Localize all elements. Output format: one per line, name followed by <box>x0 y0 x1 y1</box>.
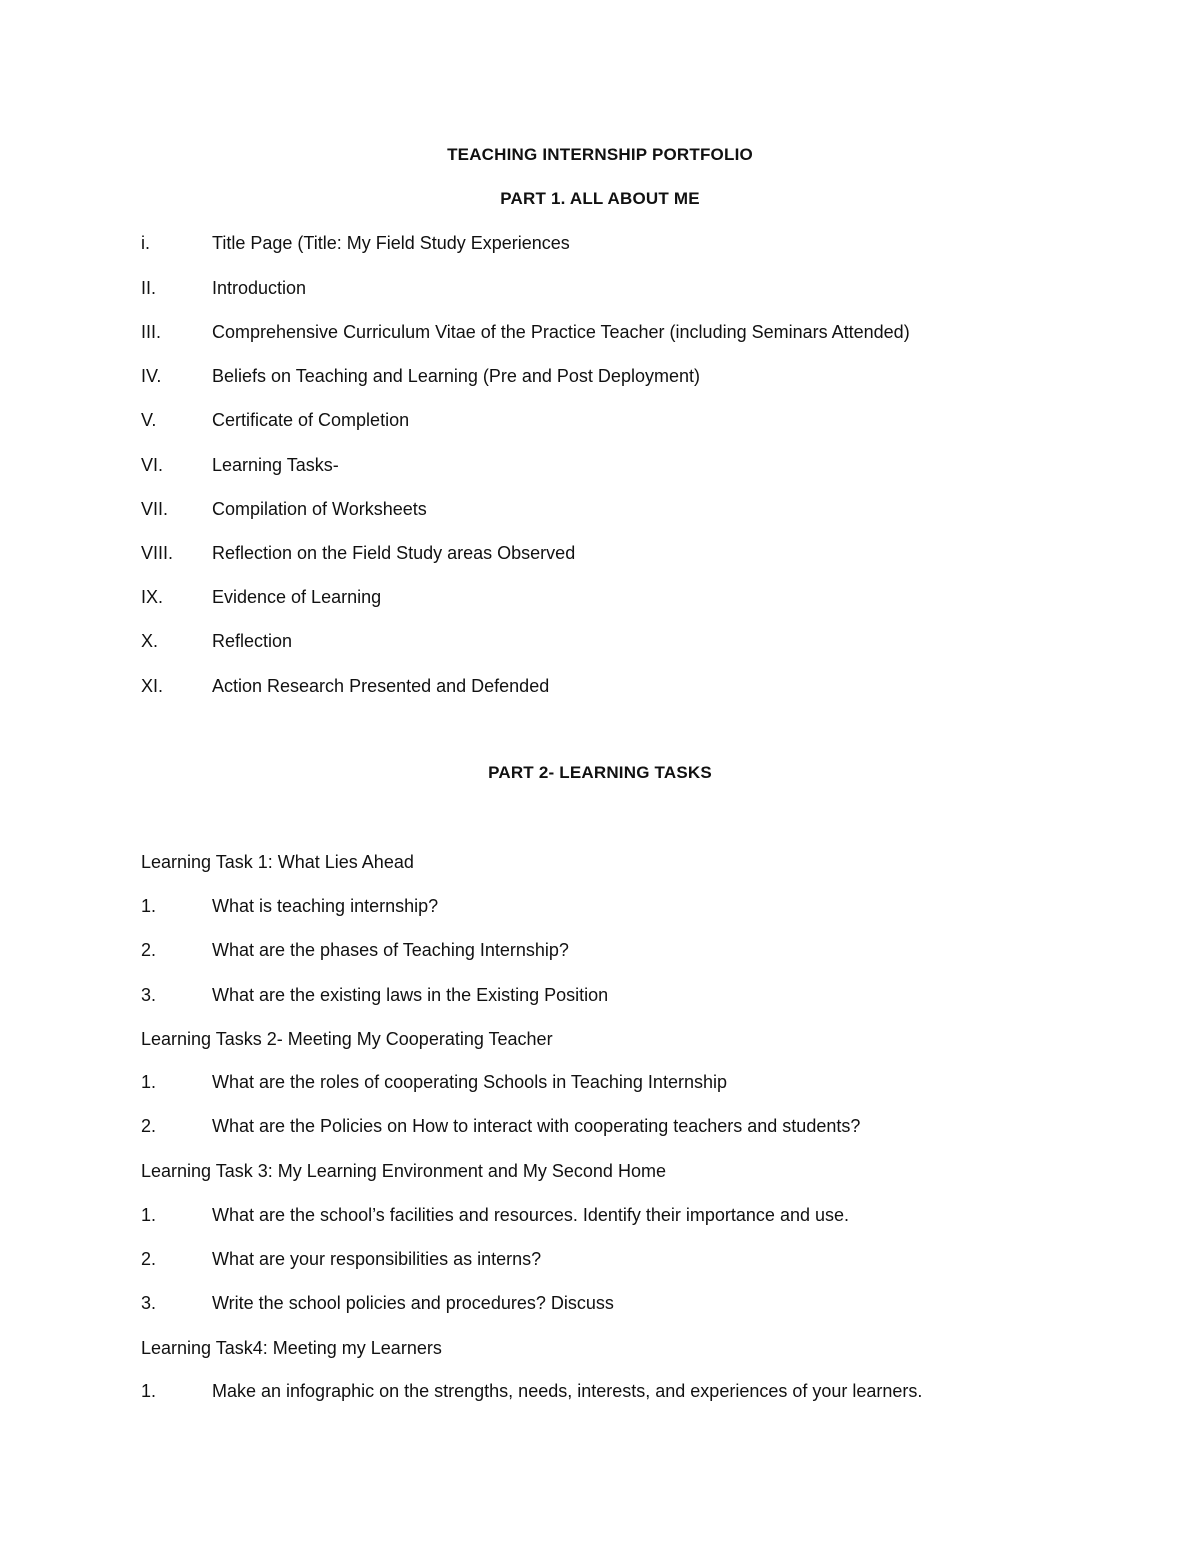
learning-task-title: Learning Task4: Meeting my Learners <box>141 1338 442 1358</box>
item-text: What are the roles of cooperating Schools in Teaching Internship <box>212 1072 727 1092</box>
item-number: X. <box>141 631 159 651</box>
item-text: What are your responsibilities as interns? <box>212 1249 542 1269</box>
list-item <box>141 1071 727 1093</box>
list-item <box>141 498 427 520</box>
list-item <box>141 1204 849 1226</box>
list-item <box>141 984 608 1006</box>
list-item <box>141 1292 614 1314</box>
item-number: XI. <box>141 676 164 696</box>
item-text: Make an infographic on the strengths, needs, interests, and experiences of your learners. <box>212 1381 923 1401</box>
item-number: VIII. <box>141 543 174 563</box>
part1-heading: PART 1. ALL ABOUT ME <box>500 189 700 208</box>
item-text: Beliefs on Teaching and Learning (Pre and Post Deployment) <box>212 366 700 386</box>
list-item <box>141 409 409 431</box>
list-item <box>141 1115 860 1137</box>
item-text: Comprehensive Curriculum Vitae of the Practice Teacher (including Seminars Attended) <box>212 322 910 342</box>
list-item <box>141 277 306 299</box>
item-text: What is teaching internship? <box>212 896 439 916</box>
item-text: Learning Tasks- <box>212 455 339 475</box>
list-item <box>141 365 700 387</box>
list-item <box>141 895 438 917</box>
item-number: 3. <box>141 1293 157 1313</box>
item-number: IV. <box>141 366 162 386</box>
item-text: Write the school policies and procedures? Discuss <box>212 1293 614 1313</box>
item-number: i. <box>141 233 150 253</box>
item-number: VII. <box>141 499 169 519</box>
item-text: Reflection <box>212 631 293 651</box>
item-number: 2. <box>141 1116 157 1136</box>
item-text: What are the school’s facilities and resources. Identify their importance and use. <box>212 1205 849 1225</box>
list-item <box>141 454 339 476</box>
item-text: What are the existing laws in the Existing Position <box>212 985 609 1005</box>
item-number: 2. <box>141 940 157 960</box>
list-item <box>141 630 292 652</box>
item-text: Introduction <box>212 278 307 298</box>
item-number: VI. <box>141 455 164 475</box>
item-text: Compilation of Worksheets <box>212 499 427 519</box>
item-number: 2. <box>141 1249 157 1269</box>
item-text: Reflection on the Field Study areas Observed <box>212 543 576 563</box>
document-title: TEACHING INTERNSHIP PORTFOLIO <box>447 145 753 164</box>
item-number: IX. <box>141 587 164 607</box>
item-number: V. <box>141 410 157 430</box>
list-item <box>141 1380 922 1402</box>
item-number: 1. <box>141 1205 157 1225</box>
item-number: II. <box>141 278 157 298</box>
learning-task-title: Learning Tasks 2- Meeting My Cooperating Teacher <box>141 1029 553 1049</box>
list-item <box>141 675 549 697</box>
item-number: III. <box>141 322 162 342</box>
item-number: 1. <box>141 1072 157 1092</box>
item-text: Evidence of Learning <box>212 587 382 607</box>
list-item <box>141 321 910 343</box>
item-number: 1. <box>141 1381 157 1401</box>
item-number: 3. <box>141 985 157 1005</box>
list-item <box>141 1248 541 1270</box>
item-text: What are the Policies on How to interact with cooperating teachers and students? <box>212 1116 861 1136</box>
item-text: Action Research Presented and Defended <box>212 676 550 696</box>
learning-task-title: Learning Task 1: What Lies Ahead <box>141 852 414 872</box>
item-text: Certificate of Completion <box>212 410 410 430</box>
list-item <box>141 542 575 564</box>
item-number: 1. <box>141 896 157 916</box>
item-text: Title Page (Title: My Field Study Experiences <box>212 233 570 253</box>
list-item <box>141 939 569 961</box>
list-item <box>141 586 381 608</box>
item-text: What are the phases of Teaching Internship? <box>212 940 569 960</box>
list-item <box>141 232 570 254</box>
part2-heading: PART 2- LEARNING TASKS <box>488 763 712 782</box>
learning-task-title: Learning Task 3: My Learning Environment and My Second Home <box>141 1161 666 1181</box>
